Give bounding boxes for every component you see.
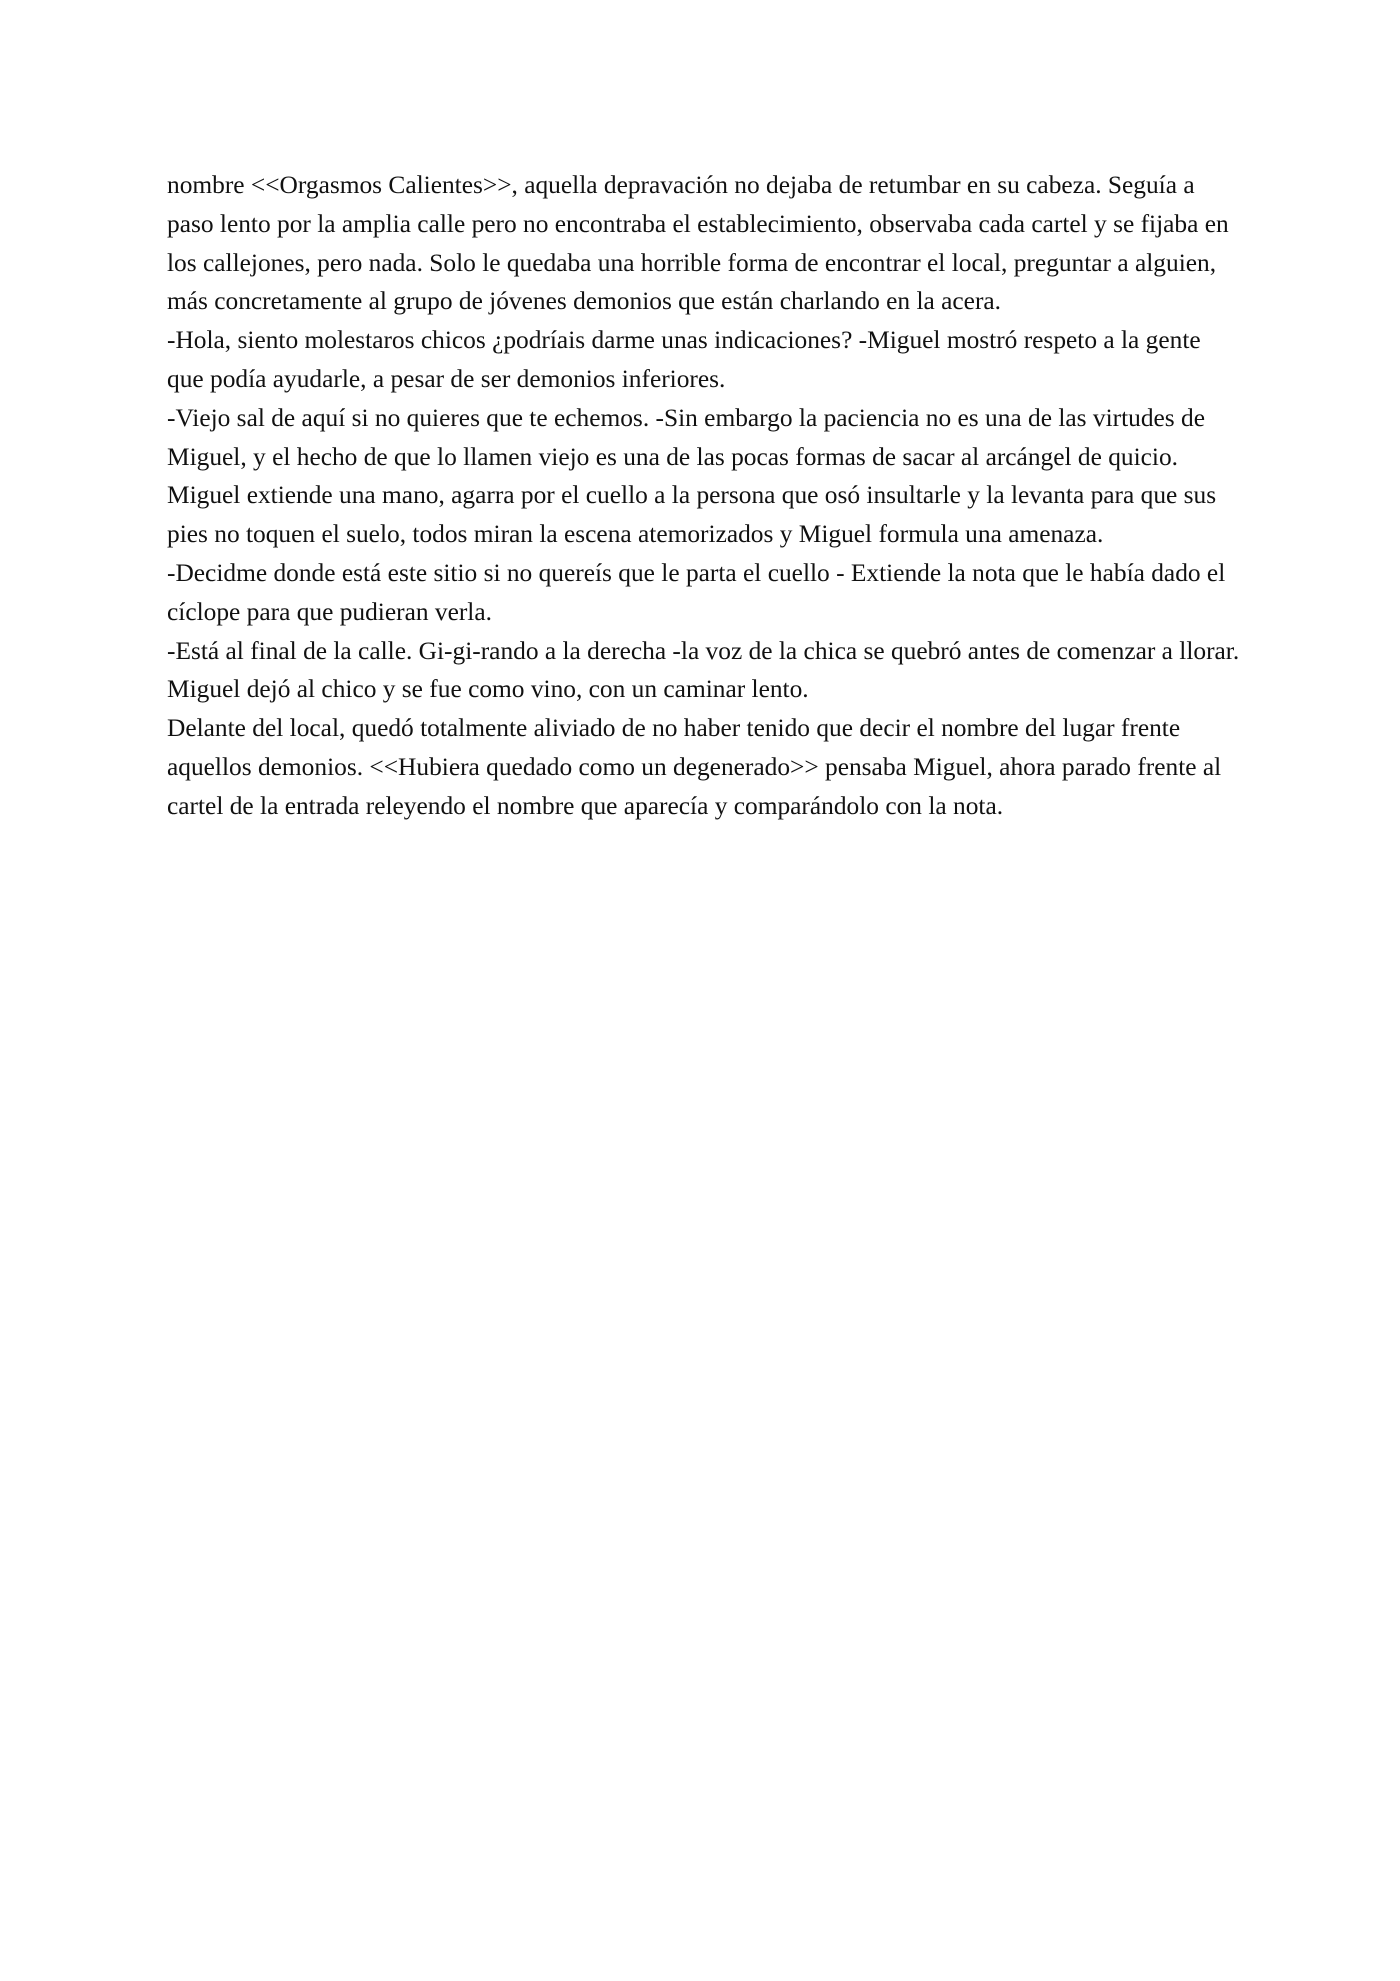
paragraph: -Está al final de la calle. Gi-gi-rando a la derecha -la voz de la chica se quebró antes de comenzar a llorar. Miguel dejó al chico y se fue como vino, con un caminar lento. bbox=[167, 636, 1240, 704]
paragraph: -Hola, siento molestaros chicos ¿podríais darme unas indicaciones? -Miguel mostró respeto a la gente que podía ayudarle, a pesar de ser demonios inferiores. bbox=[167, 326, 1201, 393]
body-text bbox=[167, 166, 1242, 826]
paragraph: -Viejo sal de aquí si no quieres que te echemos. -Sin embargo la paciencia no es una de las virtudes de Miguel, y el hecho de que lo llamen viejo es una de las pocas formas de sacar al arcángel de quicio. Miguel extiende una mano, agarra por el cuello a la persona que osó insultarle y la levanta para que sus pies no toquen el suelo, todos miran la escena atemorizados y Miguel formula una amenaza. bbox=[167, 403, 1217, 549]
paragraph: -Decidme donde está este sitio si no quereís que le parta el cuello - Extiende la nota que le había dado el cíclope para que pudieran verla. bbox=[167, 558, 1226, 626]
paragraph: Delante del local, quedó totalmente aliviado de no haber tenido que decir el nombre del lugar frente aquellos demonios. <<Hubiera quedado como un degenerado>> pensaba Miguel, ahora parado frente al cartel de la entrada releyendo el nombre que aparecía y comparándolo con la nota. bbox=[167, 714, 1222, 820]
paragraph: nombre <<Orgasmos Calientes>>, aquella depravación no dejaba de retumbar en su cabeza. Seguía a paso lento por la amplia calle pero no encontraba el establecimiento, observaba cada cartel y se fijaba en los callejones, pero nada. Solo le quedaba una horrible forma de encontrar el local, preguntar a alguien, más concretamente al grupo de jóvenes demonios que están charlando en la acera. bbox=[167, 171, 1229, 316]
